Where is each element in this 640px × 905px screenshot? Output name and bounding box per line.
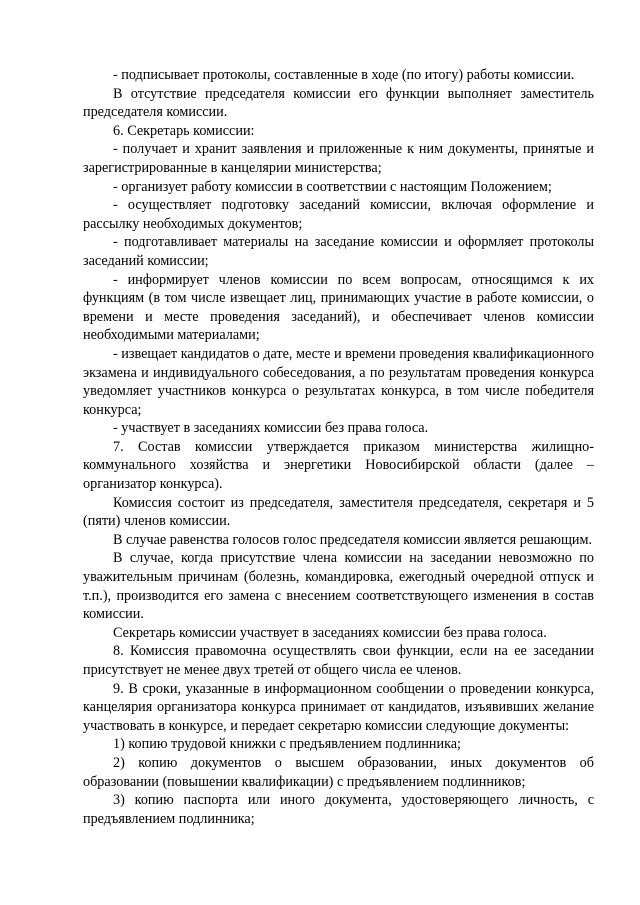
paragraph: В случае равенства голосов голос председателя комиссии является решающим. (113, 531, 593, 548)
list-item: - информирует членов комиссии по всем вопросам, относящимся к их функциям (в том числе извещает лиц, принимающих участие в работе комиссии, о времени и месте проведения заседаний), и обеспечивает членов комиссии необходимыми материалами; (83, 271, 594, 344)
paragraph: Комиссия состоит из председателя, заместителя председателя, секретаря и 5 (пяти) членов комиссии. (83, 494, 594, 530)
list-item: - получает и хранит заявления и приложенные к ним документы, принятые и зарегистрированные в канцелярии министерства; (83, 141, 594, 176)
paragraph: 8. Комиссия правомочна осуществлять свои функции, если на ее заседании присутствует не менее двух третей от общего числа ее членов. (83, 643, 594, 678)
list-item: - организует работу комиссии в соответствии с настоящим Положением; (113, 178, 552, 195)
section-heading: 6. Секретарь комиссии: (113, 122, 255, 139)
list-item: 2) копию документов о высшем образовании, иных документов об образовании (повышении квалификации) с предъявлением подлинников; (83, 754, 594, 790)
list-item: 3) копию паспорта или иного документа, удостоверяющего личность, с предъявлением подлинника; (83, 792, 594, 827)
list-item: - осуществляет подготовку заседаний комиссии, включая оформление и рассылку необходимых документов; (83, 197, 594, 232)
list-item: - подготавливает материалы на заседание комиссии и оформляет протоколы заседаний комиссии; (83, 234, 594, 269)
list-item: - извещает кандидатов о дате, месте и времени проведения квалификационного экзамена и индивидуального собеседования, а по результатам проведения конкурса уведомляет участников конкурса о результатах конкурса, в том числе победителя конкурса; (83, 345, 594, 418)
paragraph: 7. Состав комиссии утверждается приказом министерства жилищно-коммунального хозяйства и энергетики Новосибирской области (далее – организатор конкурса). (83, 438, 594, 493)
paragraph: 9. В сроки, указанные в информационном сообщении о проведении конкурса, канцелярия организатора конкурса принимает от кандидатов, изъявивших желание участвовать в конкурсе, и передает секретарю комиссии следующие документы: (83, 680, 594, 734)
document-page (83, 66, 594, 828)
paragraph: В отсутствие председателя комиссии его функции выполняет заместитель председателя комиссии. (83, 85, 594, 121)
paragraph: - подписывает протоколы, составленные в ходе (по итогу) работы комиссии. (113, 67, 575, 83)
list-item: - участвует в заседаниях комиссии без права голоса. (113, 420, 429, 437)
paragraph: В случае, когда присутствие члена комиссии на заседании невозможно по уважительным причинам (болезнь, командировка, ежегодный очередной отпуск и т.п.), производится его замена с внесением соответствующего изменения в состав комиссии. (83, 550, 594, 623)
paragraph: Секретарь комиссии участвует в заседаниях комиссии без права голоса. (113, 624, 547, 641)
list-item: 1) копию трудовой книжки с предъявлением подлинника; (113, 736, 461, 753)
